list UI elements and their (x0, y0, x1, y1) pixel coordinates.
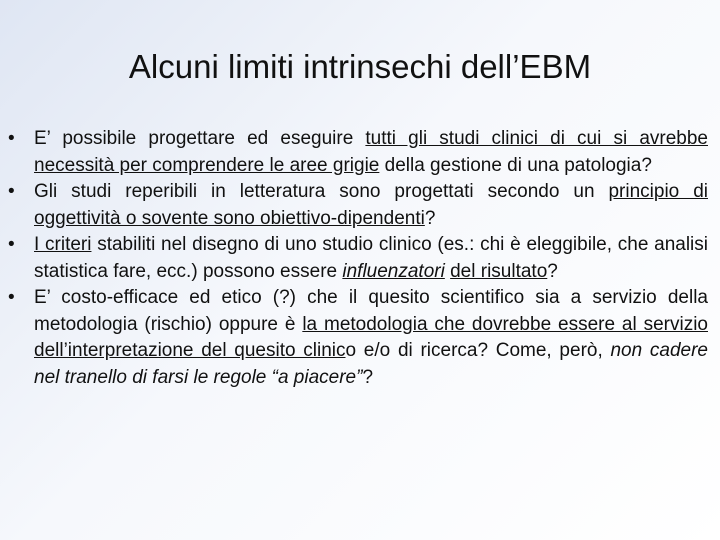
bullet-text-run: E’ possibile progettare ed eseguire (34, 128, 366, 149)
bullet-item (8, 179, 708, 232)
bullet-text-run: Gli studi reperibili in letteratura sono progettati secondo un (34, 181, 609, 202)
bullet-text-run: ? (362, 366, 374, 388)
bullet-dot: • (8, 181, 15, 202)
bullet-item (8, 126, 708, 179)
bullet-item (8, 285, 708, 391)
bullet-dot: • (8, 287, 15, 308)
bullet-text-run: I criteri (34, 234, 92, 255)
bullet-text-run: principio di oggettività o sovente sono obiettivo-dipendenti (34, 181, 708, 229)
bullet-text-run: influenzatori (342, 260, 445, 282)
bullet-text-run: del risultato (450, 260, 548, 282)
bullet-dot: • (8, 128, 15, 149)
slide-title: Alcuni limiti intrinsechi dell’EBM (128, 48, 592, 85)
bullet-dot: • (8, 234, 15, 255)
bullet-item (8, 232, 709, 285)
bullet-text-run: ? (424, 207, 436, 229)
bullet-text-run: ? (547, 260, 558, 282)
bullet-text-run: non cadere nel tranello di farsi le regole “a piacere” (34, 340, 708, 388)
bullet-text-run: o e/o di ricerca? Come, però, (345, 340, 611, 361)
bullet-text-run: la metodologia che dovrebbe essere al servizio dell’interpretazione del quesito clinic (34, 313, 708, 361)
bullet-list (0, 126, 720, 391)
bullet-text-run: della gestione di una patologia? (379, 154, 652, 176)
bullet-text-run: E’ costo-efficace ed etico (?) che il quesito scientifico sia a servizio della metodologia (rischio) oppure è (34, 287, 708, 335)
bullet-text-run: stabiliti nel disegno di uno studio clinico (es.: chi è eleggibile, che analisi statistica fare, ecc.) possono essere (34, 234, 709, 282)
bullet-text-run: tutti gli studi clinici di cui si avrebbe necessità per comprendere le aree grigie (34, 128, 708, 176)
